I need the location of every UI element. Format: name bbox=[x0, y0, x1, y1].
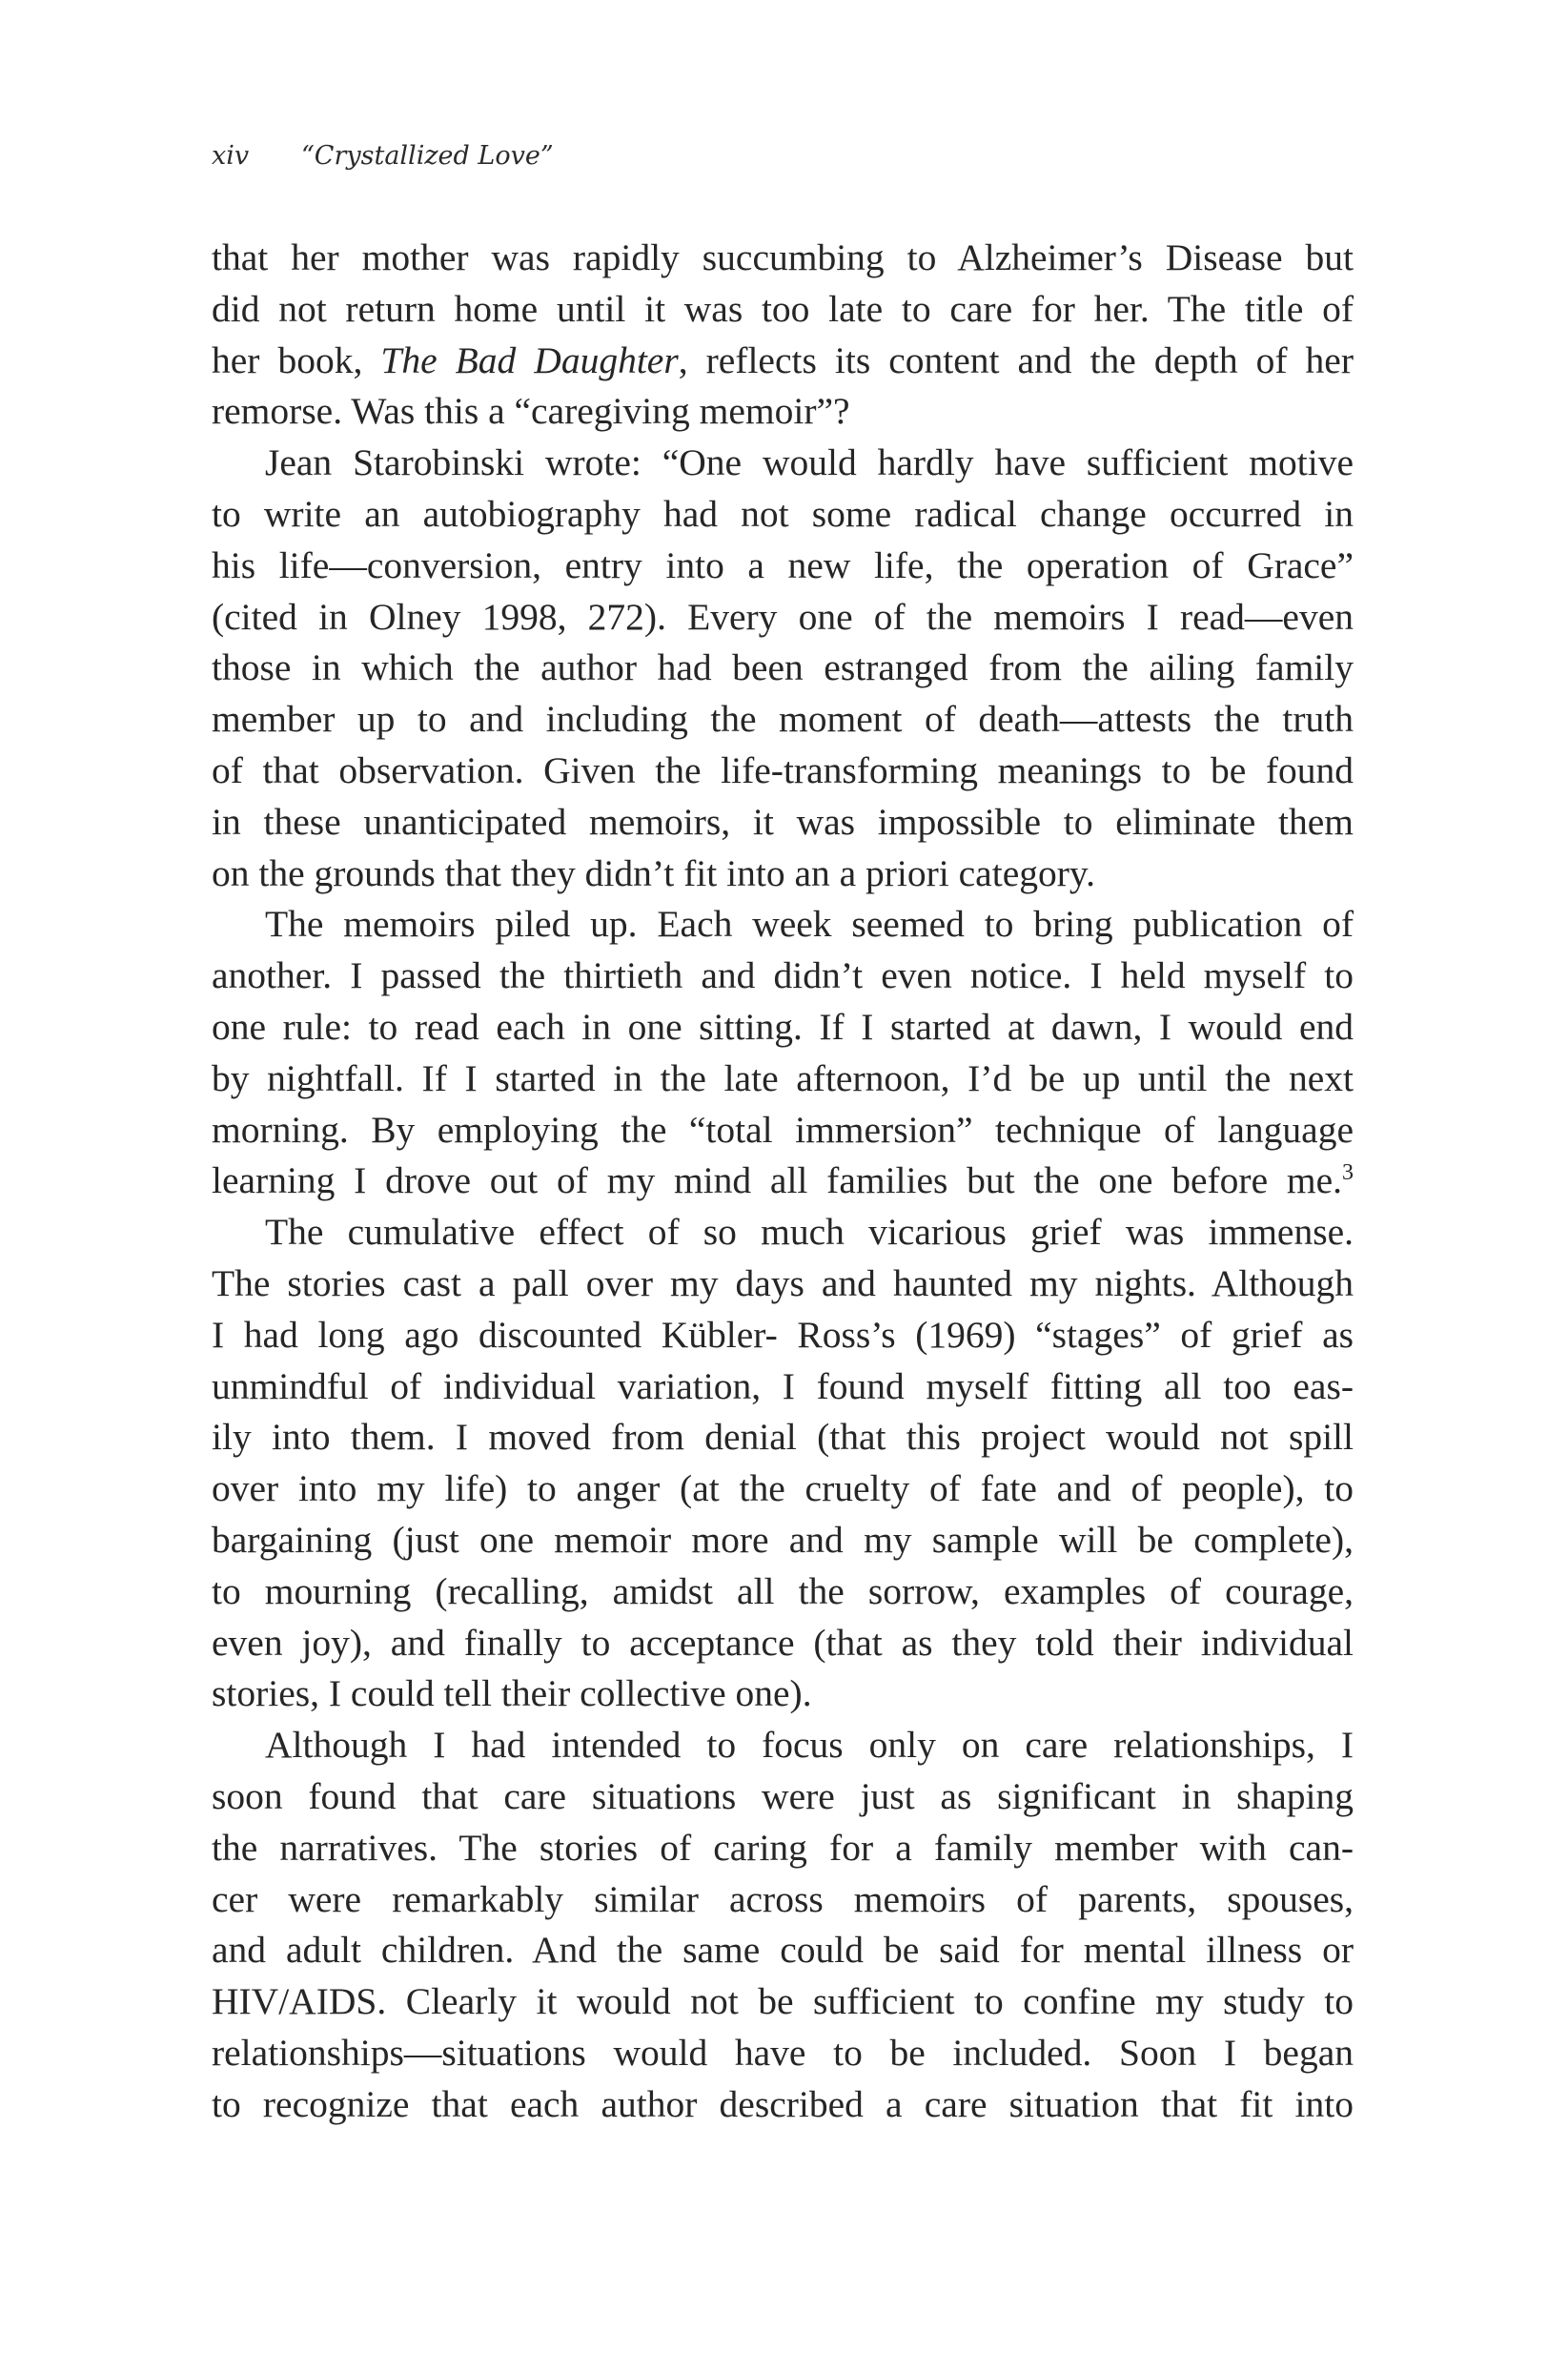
text-line: his life—conversion, entry into a new life, the operation of Grace” bbox=[212, 543, 1354, 586]
text-line: to recognize that each author described a care situation that fit into bbox=[212, 2082, 1354, 2125]
text-line: (cited in Olney 1998, 272). Every one of the memoirs I read—even bbox=[212, 595, 1354, 638]
text-line: I had long ago discounted Kübler- Ross’s (1969) “stages” of grief as bbox=[212, 1313, 1354, 1356]
paragraph-1 bbox=[212, 233, 1354, 438]
paragraph-2 bbox=[212, 438, 1354, 899]
page-number: xiv bbox=[212, 141, 250, 171]
text-line: one rule: to read each in one sitting. If I started at dawn, I would end bbox=[212, 1005, 1354, 1048]
running-head-title: “Crystallized Love” bbox=[301, 141, 554, 171]
text-line: another. I passed the thirtieth and didn’t even notice. I held myself to bbox=[212, 954, 1354, 997]
text-line: morning. By employing the “total immersion” technique of language bbox=[212, 1108, 1354, 1151]
text-line: Jean Starobinski wrote: “One would hardly have sufficient motive bbox=[265, 441, 1354, 484]
text-line: The memoirs piled up. Each week seemed to bring publication of bbox=[265, 903, 1354, 946]
footnote-reference[interactable]: 3 bbox=[1342, 1160, 1354, 1186]
text-line: in these unanticipated memoirs, it was impossible to eliminate them bbox=[212, 800, 1354, 843]
text-line: that her mother was rapidly succumbing to Alzheimer’s Disease but bbox=[212, 236, 1354, 278]
body-text bbox=[212, 233, 1354, 2130]
text-line: to write an autobiography had not some radical change occurred in bbox=[212, 492, 1354, 535]
running-head bbox=[212, 141, 554, 171]
text-line: stories, I could tell their collective one). bbox=[212, 1672, 812, 1715]
text-line: The stories cast a pall over my days and haunted my nights. Although bbox=[212, 1261, 1354, 1304]
text-line: The cumulative effect of so much vicarious grief was immense. bbox=[265, 1211, 1354, 1254]
text-line: to mourning (recalling, amidst all the sorrow, examples of courage, bbox=[212, 1569, 1354, 1612]
text-line: ily into them. I moved from denial (that this project would not spill bbox=[212, 1416, 1354, 1459]
text-line: member up to and including the moment of death—attests the truth bbox=[212, 698, 1354, 741]
text-line: remorse. Was this a “caregiving memoir”? bbox=[212, 390, 850, 433]
text-line: even joy), and finally to acceptance (that as they told their individual bbox=[212, 1621, 1354, 1664]
paragraph-5 bbox=[212, 1720, 1354, 2130]
text-line: bargaining (just one memoir more and my sample will be complete), bbox=[212, 1518, 1354, 1561]
text-line: those in which the author had been estranged from the ailing family bbox=[212, 646, 1354, 689]
text-line: of that observation. Given the life-transforming meanings to be found bbox=[212, 748, 1354, 791]
text-line: on the grounds that they didn’t fit into an a priori category. bbox=[212, 851, 1095, 894]
text-line: her book, The Bad Daughter, reflects its content and the depth of her bbox=[212, 338, 1354, 381]
text-line: by nightfall. If I started in the late afternoon, I’d be up until the next bbox=[212, 1056, 1354, 1099]
text-line: soon found that care situations were just as significant in shaping bbox=[212, 1774, 1354, 1817]
text-line: HIV/AIDS. Clearly it would not be sufficient to confine my study to bbox=[212, 1980, 1354, 2023]
text-line: did not return home until it was too late to care for her. The title of bbox=[212, 287, 1354, 330]
text-line: Although I had intended to focus only on care relationships, I bbox=[265, 1724, 1354, 1767]
text-line: cer were remarkably similar across memoirs of parents, spouses, bbox=[212, 1877, 1354, 1920]
text-line: unmindful of individual variation, I found myself fitting all too eas- bbox=[212, 1364, 1354, 1407]
text-line: and adult children. And the same could be said for mental illness or bbox=[212, 1929, 1354, 1972]
text-line: learning I drove out of my mind all families but the one before me.$^3$ bbox=[212, 1159, 1354, 1202]
text-line: the narratives. The stories of caring for a family member with can- bbox=[212, 1826, 1354, 1869]
text-line: relationships—situations would have to be included. Soon I began bbox=[212, 2031, 1354, 2074]
book-title: The Bad Daughter bbox=[380, 338, 679, 381]
paragraph-3 bbox=[212, 899, 1354, 1207]
paragraph-4 bbox=[212, 1207, 1354, 1720]
text-line: over into my life) to anger (at the cruelty of fate and of people), to bbox=[212, 1467, 1354, 1510]
